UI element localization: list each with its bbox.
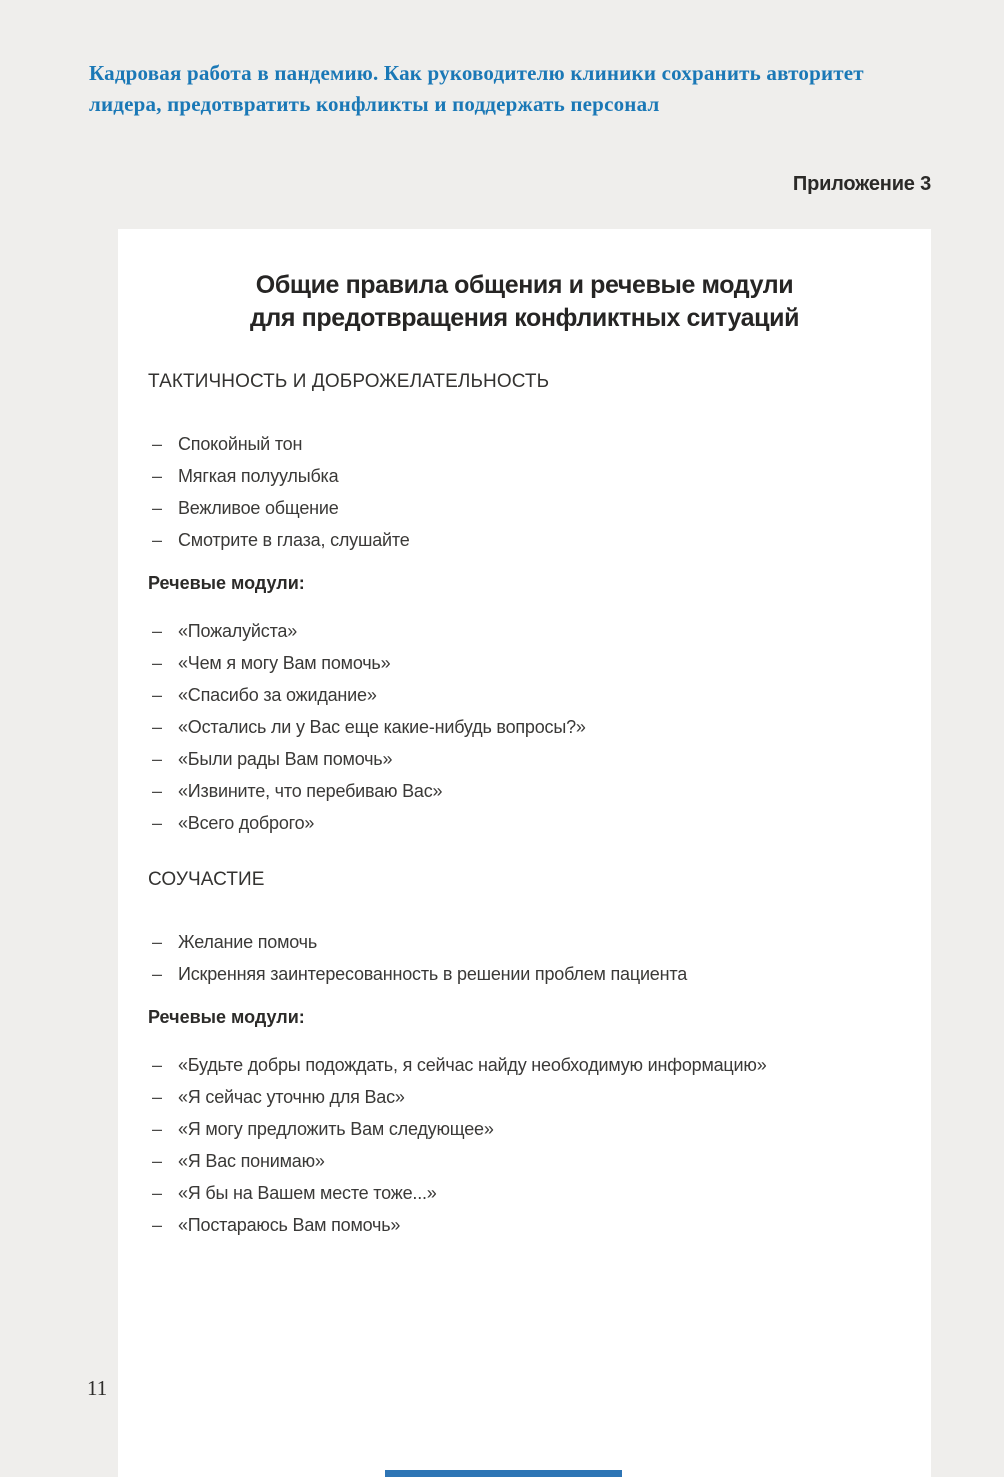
list-dash: – bbox=[152, 1215, 162, 1235]
list-item bbox=[152, 622, 901, 641]
list-item bbox=[152, 933, 901, 952]
list-item bbox=[152, 718, 901, 737]
footer-accent-bar bbox=[385, 1470, 622, 1477]
list-item-text: Мягкая полуулыбка bbox=[178, 466, 339, 486]
list-item bbox=[152, 1184, 901, 1203]
list-item bbox=[152, 814, 901, 833]
list-item bbox=[152, 531, 901, 550]
list-item-text: «Я бы на Вашем месте тоже...» bbox=[178, 1183, 437, 1203]
list-dash: – bbox=[152, 653, 162, 673]
tactfulness-speech-modules-list bbox=[148, 622, 901, 833]
running-header: Кадровая работа в пандемию. Как руководителю клиники сохранить авторитет лидера, предотвратить конфликты и поддержать персонал bbox=[89, 61, 864, 116]
list-item-text: «Всего доброго» bbox=[178, 813, 315, 833]
list-item bbox=[152, 1088, 901, 1107]
list-dash: – bbox=[152, 1183, 162, 1203]
list-item-text: «Спасибо за ожидание» bbox=[178, 685, 377, 705]
content-card bbox=[118, 229, 931, 1477]
list-dash: – bbox=[152, 932, 162, 952]
document-title bbox=[148, 269, 901, 335]
compassion-speech-modules-list bbox=[148, 1056, 901, 1235]
list-item bbox=[152, 1056, 901, 1075]
list-dash: – bbox=[152, 749, 162, 769]
list-item bbox=[152, 750, 901, 769]
list-item-text: «Остались ли у Вас еще какие-нибудь вопросы?» bbox=[178, 717, 586, 737]
list-dash: – bbox=[152, 434, 162, 454]
list-item bbox=[152, 1120, 901, 1139]
list-item-text: «Пожалуйста» bbox=[178, 621, 298, 641]
list-item-text: «Были рады Вам помочь» bbox=[178, 749, 393, 769]
list-item bbox=[152, 499, 901, 518]
speech-modules-subheading-1: Речевые модули: bbox=[148, 573, 305, 593]
page-number: 11 bbox=[87, 1376, 108, 1400]
list-dash: – bbox=[152, 530, 162, 550]
list-item bbox=[152, 435, 901, 454]
list-item-text: «Чем я могу Вам помочь» bbox=[178, 653, 391, 673]
list-dash: – bbox=[152, 813, 162, 833]
list-dash: – bbox=[152, 685, 162, 705]
list-item-text: «Будьте добры подождать, я сейчас найду необходимую информацию» bbox=[178, 1055, 767, 1075]
list-item-text: Смотрите в глаза, слушайте bbox=[178, 530, 410, 550]
list-dash: – bbox=[152, 781, 162, 801]
list-item bbox=[152, 1152, 901, 1171]
list-dash: – bbox=[152, 621, 162, 641]
list-item-text: «Я могу предложить Вам следующее» bbox=[178, 1119, 494, 1139]
list-item bbox=[152, 782, 901, 801]
document-title-line1: Общие правила общения и речевые модули bbox=[255, 271, 794, 299]
list-item-text: Спокойный тон bbox=[178, 434, 303, 454]
compassion-rules-list bbox=[148, 933, 901, 984]
list-item-text: «Я Вас понимаю» bbox=[178, 1151, 325, 1171]
list-item-text: Вежливое общение bbox=[178, 498, 339, 518]
list-item-text: «Постараюсь Вам помочь» bbox=[178, 1215, 401, 1235]
document-title-line2: для предотвращения конфликтных ситуаций bbox=[249, 304, 800, 332]
list-dash: – bbox=[152, 1151, 162, 1171]
list-item bbox=[152, 654, 901, 673]
list-dash: – bbox=[152, 498, 162, 518]
list-item bbox=[152, 965, 901, 984]
list-dash: – bbox=[152, 1119, 162, 1139]
list-dash: – bbox=[152, 964, 162, 984]
speech-modules-subheading-2: Речевые модули: bbox=[148, 1007, 305, 1027]
list-item bbox=[152, 1216, 901, 1235]
appendix-label: Приложение 3 bbox=[792, 173, 931, 195]
list-item bbox=[152, 686, 901, 705]
section-heading-compassion: СОУЧАСТИЕ bbox=[148, 869, 265, 890]
list-item-text: «Я сейчас уточню для Вас» bbox=[178, 1087, 405, 1107]
list-item-text: Искренняя заинтересованность в решении проблем пациента bbox=[178, 964, 688, 984]
list-item bbox=[152, 467, 901, 486]
list-dash: – bbox=[152, 1087, 162, 1107]
list-dash: – bbox=[152, 1055, 162, 1075]
tactfulness-rules-list bbox=[148, 435, 901, 550]
list-dash: – bbox=[152, 466, 162, 486]
list-item-text: Желание помочь bbox=[178, 932, 318, 952]
list-dash: – bbox=[152, 717, 162, 737]
list-item-text: «Извините, что перебиваю Вас» bbox=[178, 781, 443, 801]
section-heading-tactfulness: ТАКТИЧНОСТЬ И ДОБРОЖЕЛАТЕЛЬНОСТЬ bbox=[148, 371, 550, 392]
